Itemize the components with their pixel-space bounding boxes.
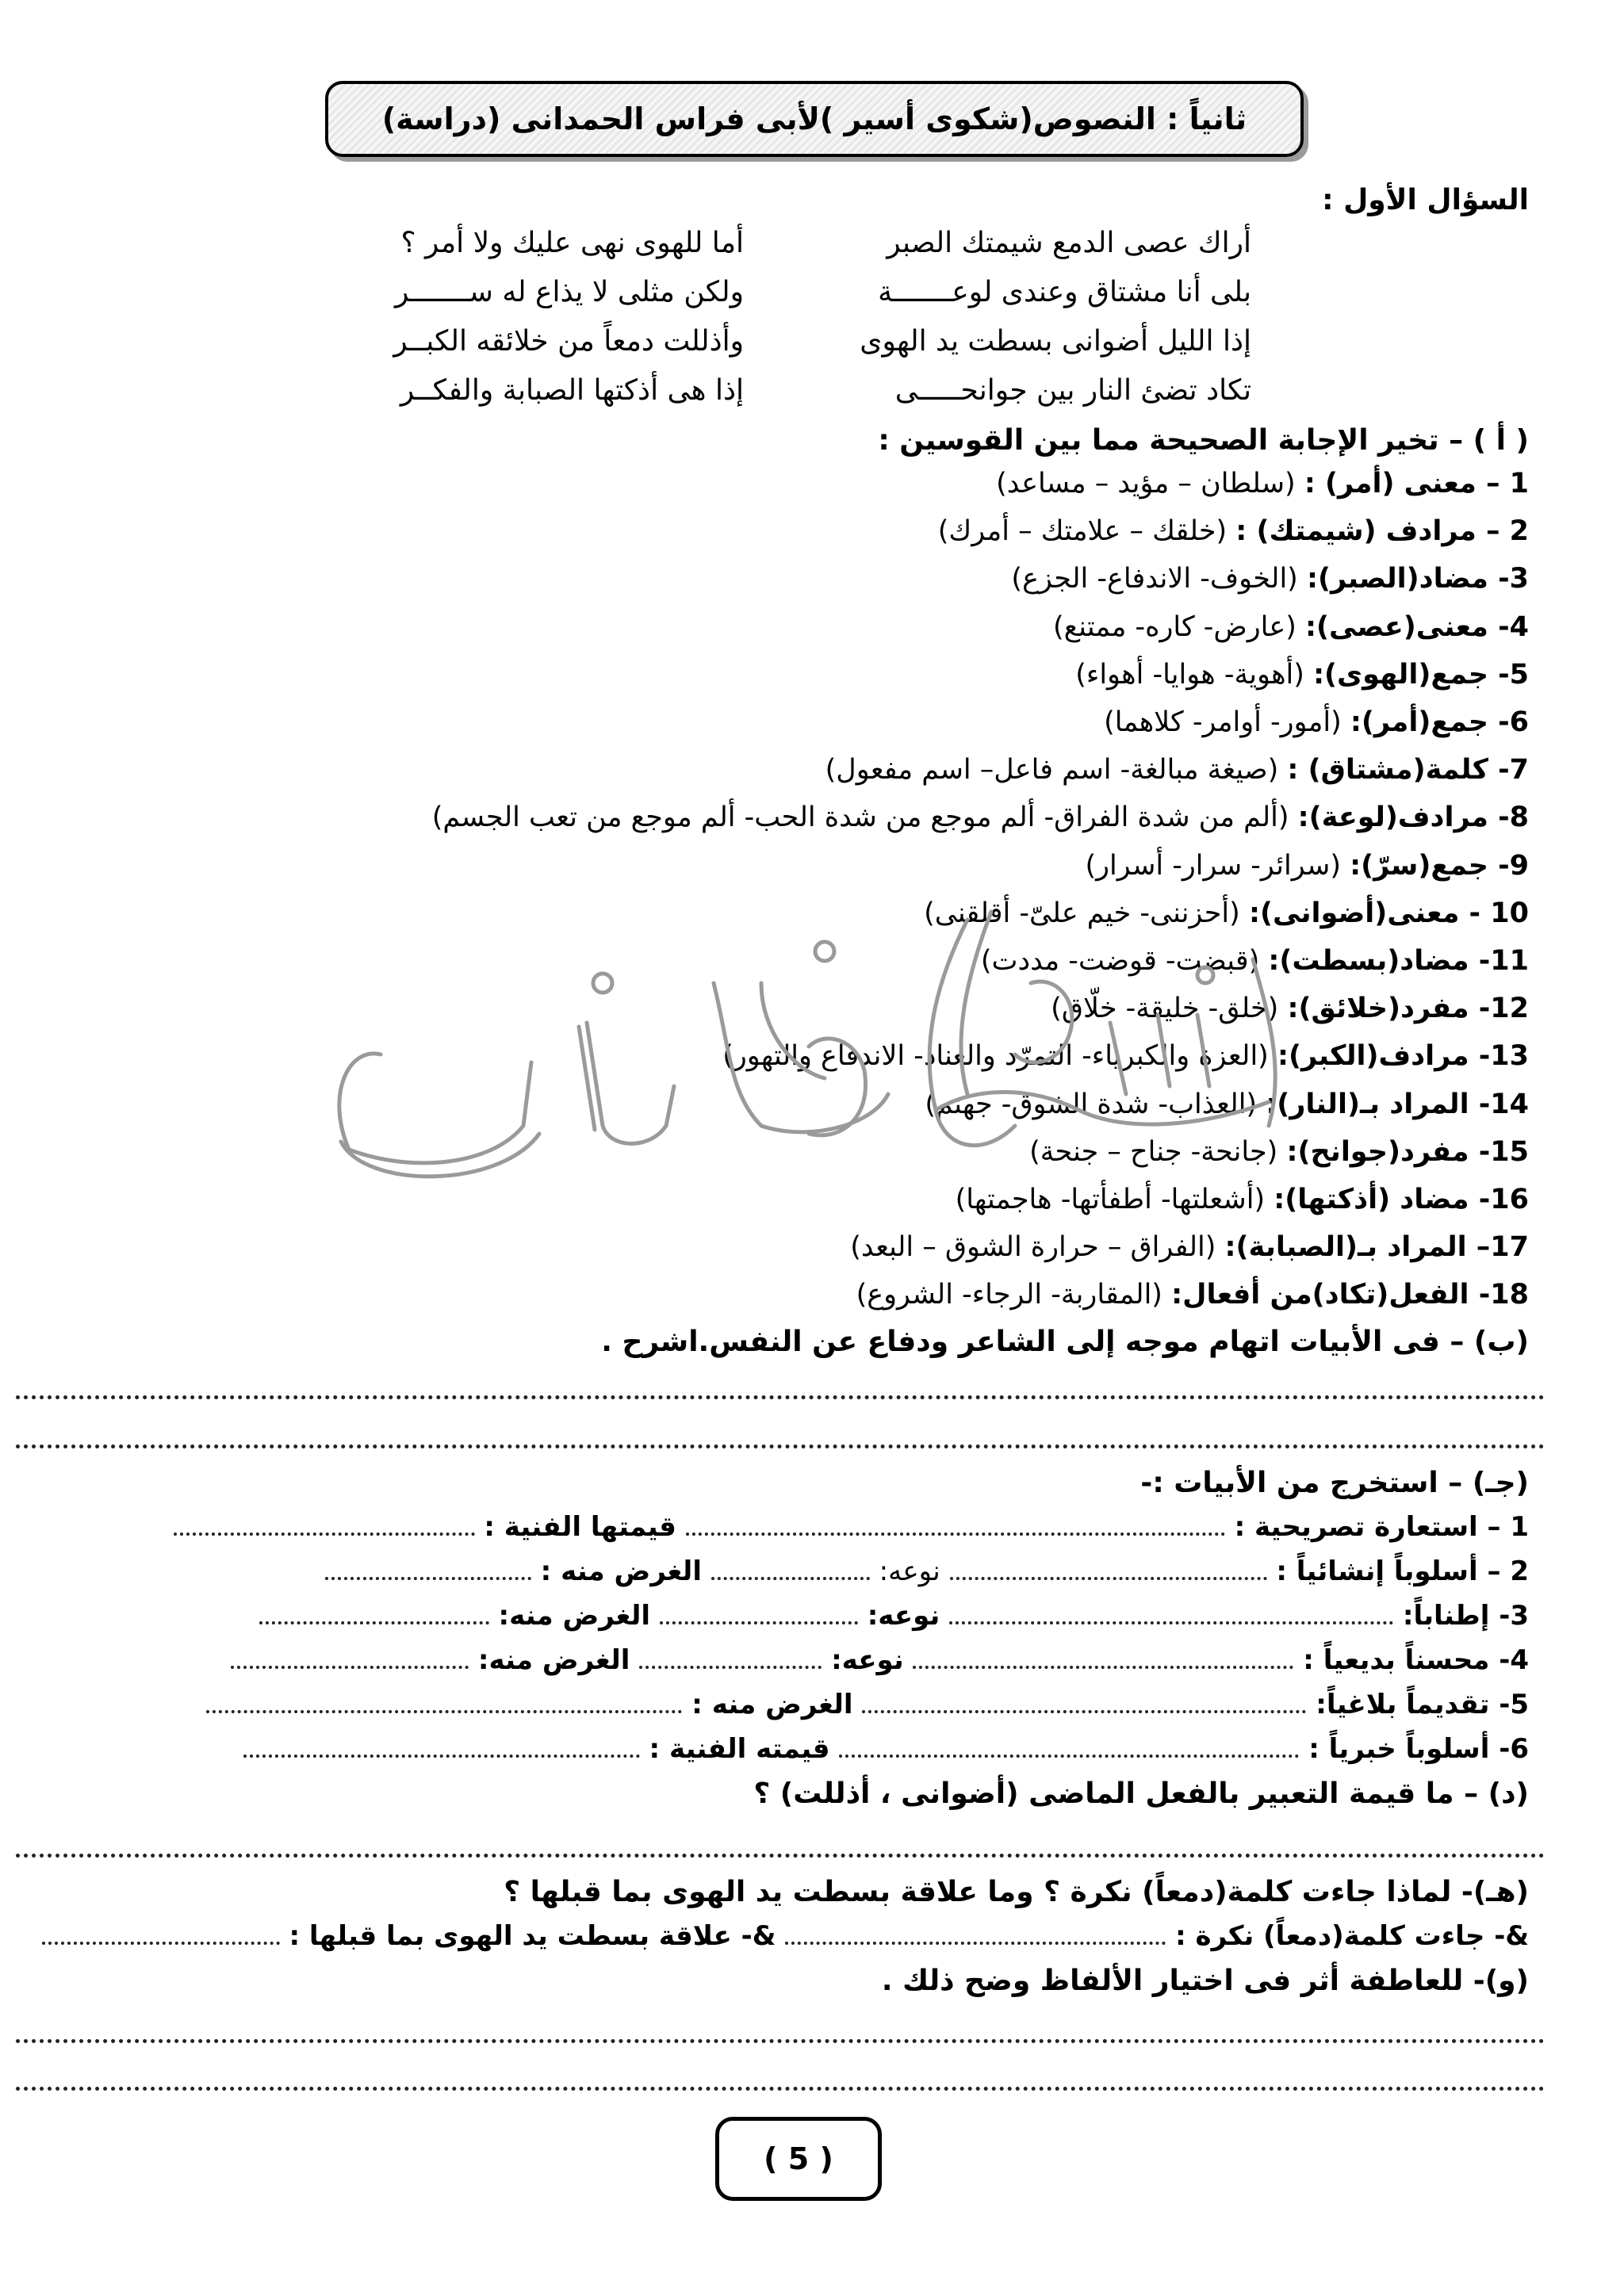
verse-2-right: بلى أنا مشتاق وعندى لوعـــــــة bbox=[878, 276, 1251, 308]
choice-item-options[interactable]: (أشعلتها- أطفأتها- هاجمتها) bbox=[955, 1184, 1266, 1215]
extract-label: 2 – أسلوباً إنشائياً : bbox=[1276, 1556, 1529, 1587]
choice-item-label: 17– المراد بـ(الصبابة): bbox=[1224, 1231, 1529, 1263]
choice-item-label: 14- المراد بـ(النار): bbox=[1266, 1089, 1529, 1120]
extract-row-4 bbox=[231, 1644, 1529, 1676]
answer-line[interactable] bbox=[16, 2039, 1545, 2043]
choice-item-label: 15- مفرد(جوانح): bbox=[1286, 1136, 1529, 1168]
answer-field[interactable] bbox=[949, 1621, 1393, 1624]
choice-item-options[interactable]: (صيغة مبالغة- اسم فاعل– اسم مفعول) bbox=[825, 754, 1279, 786]
answer-line[interactable] bbox=[16, 1395, 1545, 1399]
choice-item-options[interactable]: (أهوية- هوايا- أهواء) bbox=[1075, 659, 1304, 691]
section-d-heading: (د) – ما قيمة التعبير بالفعل الماضى (أضوانى ، أذللت) ؟ bbox=[753, 1777, 1529, 1810]
answer-field[interactable] bbox=[950, 1577, 1267, 1580]
verse-2-left: ولكن مثلى لا يذاع له ســـــــر bbox=[395, 276, 744, 308]
section-c-heading: (جـ) – استخرج من الأبيات :- bbox=[1140, 1467, 1529, 1499]
choice-item bbox=[956, 1184, 1529, 1215]
extract-label: قيمتها الفنية : bbox=[484, 1511, 676, 1543]
answer-field[interactable] bbox=[206, 1710, 682, 1713]
extract-label: الغرض منه : bbox=[540, 1556, 702, 1587]
answer-field[interactable] bbox=[639, 1666, 822, 1669]
answer-field[interactable] bbox=[259, 1621, 489, 1624]
answer-field[interactable] bbox=[785, 1942, 1166, 1945]
choice-item bbox=[1053, 611, 1529, 643]
choice-item-options[interactable]: (سرائر- سرار- أسرار) bbox=[1085, 850, 1341, 882]
answer-field[interactable] bbox=[686, 1533, 1225, 1536]
choice-item-label: 9- جمع(سرّ): bbox=[1350, 850, 1529, 882]
choice-item bbox=[856, 1279, 1529, 1311]
answer-field[interactable] bbox=[231, 1666, 469, 1669]
verse-4-left: إذا هى أذكتها الصبابة والفكــر bbox=[400, 374, 744, 407]
choice-item bbox=[850, 1231, 1529, 1263]
choice-item-options[interactable]: (أمور- أوامر- كلاهما) bbox=[1104, 706, 1342, 738]
choice-item-label: 12- مفرد(خلائق): bbox=[1287, 993, 1529, 1024]
choice-item-options[interactable]: (قبضت- قوضت- مددت) bbox=[980, 945, 1260, 977]
extract-label: الغرض منه: bbox=[498, 1600, 651, 1632]
answer-field[interactable] bbox=[243, 1755, 640, 1758]
extract-label: نوعه: bbox=[879, 1556, 940, 1587]
answer-field[interactable] bbox=[839, 1755, 1299, 1758]
choice-item-options[interactable]: (العذاب- شدة الشوق- جهنم) bbox=[925, 1089, 1258, 1120]
extract-label: 3- إطناباً: bbox=[1402, 1600, 1529, 1632]
answer-field[interactable] bbox=[325, 1577, 531, 1580]
choice-item-label: 4- معنى(عصى): bbox=[1305, 611, 1529, 643]
section-a-heading: ( أ ) – تخير الإجابة الصحيحة مما بين القوسين : bbox=[878, 424, 1529, 457]
verse-3-left: وأذللت دمعاً من خلائقه الكبــر bbox=[393, 325, 744, 358]
choice-item-label: 8- مرادف(لوعة): bbox=[1297, 802, 1529, 833]
answer-label: &- جاءت كلمة(دمعاً) نكرة : bbox=[1175, 1920, 1529, 1952]
choice-item-options[interactable]: (جانحة- جناح – جنحة) bbox=[1029, 1136, 1278, 1168]
extract-row-6 bbox=[243, 1733, 1529, 1765]
extract-label: نوعه: bbox=[831, 1644, 904, 1676]
answer-field[interactable] bbox=[913, 1666, 1293, 1669]
verse-1-right: أراك عصى الدمع شيمتك الصبر bbox=[887, 227, 1251, 259]
extract-label: 5- تقديماً بلاغياً: bbox=[1316, 1689, 1529, 1720]
choice-item-label: 2 – مرادف (شيمتك) : bbox=[1235, 515, 1529, 547]
choice-item-options[interactable]: (العزة والكبرياء- التمرّد والعناد- الاندفاع والتهور) bbox=[722, 1040, 1269, 1072]
choice-item bbox=[1029, 1136, 1529, 1168]
page-number-box bbox=[715, 2117, 882, 2201]
extract-label: 6- أسلوباً خبرياً : bbox=[1308, 1733, 1529, 1765]
choice-item-options[interactable]: (المقاربة- الرجاء- الشروع) bbox=[856, 1279, 1162, 1311]
question-one-heading: السؤال الأول : bbox=[1322, 184, 1529, 216]
answer-field[interactable] bbox=[711, 1577, 870, 1580]
choice-item-options[interactable]: (الفراق – حرارة الشوق – البعد) bbox=[850, 1231, 1216, 1263]
choice-item bbox=[1011, 563, 1529, 595]
choice-item-label: 6- جمع(أمر): bbox=[1350, 706, 1529, 738]
choice-item bbox=[938, 515, 1529, 547]
choice-item-label: 18- الفعل(تكاد)من أفعال: bbox=[1171, 1279, 1529, 1311]
choice-item bbox=[924, 897, 1529, 929]
choice-item bbox=[996, 468, 1529, 499]
choice-item bbox=[1075, 659, 1529, 691]
extract-row-1 bbox=[174, 1511, 1529, 1543]
section-b-heading: (ب) – فى الأبيات اتهام موجه إلى الشاعر ودفاع عن النفس.اشرح . bbox=[601, 1326, 1529, 1358]
extract-label: 1 – استعارة تصريحية : bbox=[1234, 1511, 1529, 1543]
choice-item-label: 10 - معنى(أضوانى): bbox=[1248, 897, 1529, 929]
choice-item bbox=[1086, 850, 1530, 882]
choice-item-label: 11- مضاد(بسطت): bbox=[1268, 945, 1529, 977]
choice-item bbox=[722, 1040, 1529, 1072]
page-number: ( 5 ) bbox=[764, 2141, 833, 2176]
choice-item-label: 13- مرادف(الكبر): bbox=[1277, 1040, 1529, 1072]
choice-item-label: 16- مضاد (أذكتها): bbox=[1274, 1184, 1529, 1215]
section-h-heading: (هـ)- لماذا جاءت كلمة(دمعاً) نكرة ؟ وما علاقة بسطت يد الهوى بما قبلها ؟ bbox=[504, 1876, 1529, 1908]
extract-row-3 bbox=[259, 1600, 1529, 1632]
extract-label: قيمته الفنية : bbox=[649, 1733, 830, 1765]
choice-item bbox=[432, 802, 1529, 833]
verse-1-left: أما للهوى نهى عليك ولا أمر ؟ bbox=[400, 227, 744, 259]
choice-item-options[interactable]: (أحزننى- خيم علىّ- أقلقنى) bbox=[924, 897, 1240, 929]
answer-field[interactable] bbox=[42, 1942, 280, 1945]
choice-item bbox=[981, 945, 1529, 977]
choice-item bbox=[1104, 706, 1529, 738]
answer-label: &- علاقة بسطت يد الهوى بما قبلها : bbox=[289, 1920, 776, 1952]
extract-label: نوعه: bbox=[867, 1600, 940, 1632]
choice-item bbox=[825, 754, 1529, 786]
answer-field[interactable] bbox=[174, 1533, 475, 1536]
verse-4-right: تكاد تضئ النار بين جوانحـــــى bbox=[894, 374, 1251, 407]
choice-item-options[interactable]: (الخوف- الاندفاع- الجزع) bbox=[1011, 563, 1298, 595]
answer-line[interactable] bbox=[16, 1854, 1545, 1858]
verse-3-right: إذا الليل أضوانى بسطت يد الهوى bbox=[860, 325, 1251, 358]
answer-field[interactable] bbox=[660, 1621, 858, 1624]
extract-label: الغرض منه: bbox=[477, 1644, 630, 1676]
choice-item-options[interactable]: (خلق- خليقة- خلّاق) bbox=[1051, 993, 1279, 1024]
section-w-heading: (و)- للعاطفة أثر فى اختيار الألفاظ وضح ذلك . bbox=[881, 1965, 1529, 1997]
answer-line[interactable] bbox=[16, 2087, 1545, 2091]
answer-line[interactable] bbox=[16, 1445, 1545, 1448]
extract-row-2 bbox=[325, 1556, 1529, 1587]
choice-item-label: 3- مضاد(الصبر): bbox=[1306, 563, 1529, 595]
choice-item-label: 5- جمع(الهوى): bbox=[1313, 659, 1529, 691]
choice-item bbox=[1051, 993, 1529, 1024]
choice-item bbox=[925, 1089, 1529, 1120]
section-h-answers bbox=[42, 1920, 1529, 1952]
answer-field[interactable] bbox=[862, 1710, 1306, 1713]
choice-item-options[interactable]: (ألم من شدة الفراق- ألم موجع من شدة الحب- ألم موجع من تعب الجسم) bbox=[431, 802, 1289, 833]
choice-item-options[interactable]: (سلطان – مؤيد – مساعد) bbox=[996, 468, 1296, 499]
page-title: ثانياً : النصوص(شكوى أسير )لأبى فراس الحمدانى (دراسة) bbox=[381, 101, 1247, 136]
choice-item-label: 1 – معنى (أمر) : bbox=[1304, 468, 1529, 499]
extract-label: الغرض منه : bbox=[691, 1689, 853, 1720]
title-banner bbox=[325, 81, 1304, 157]
extract-label: 4- محسناً بديعياً : bbox=[1303, 1644, 1529, 1676]
choice-item-label: 7- كلمة(مشتاق) : bbox=[1287, 754, 1529, 786]
choice-item-options[interactable]: (عارض- كاره- ممتنع) bbox=[1052, 611, 1297, 643]
choice-item-options[interactable]: (خلقك – علامتك – أمرك) bbox=[937, 515, 1228, 547]
extract-row-5 bbox=[206, 1689, 1529, 1720]
